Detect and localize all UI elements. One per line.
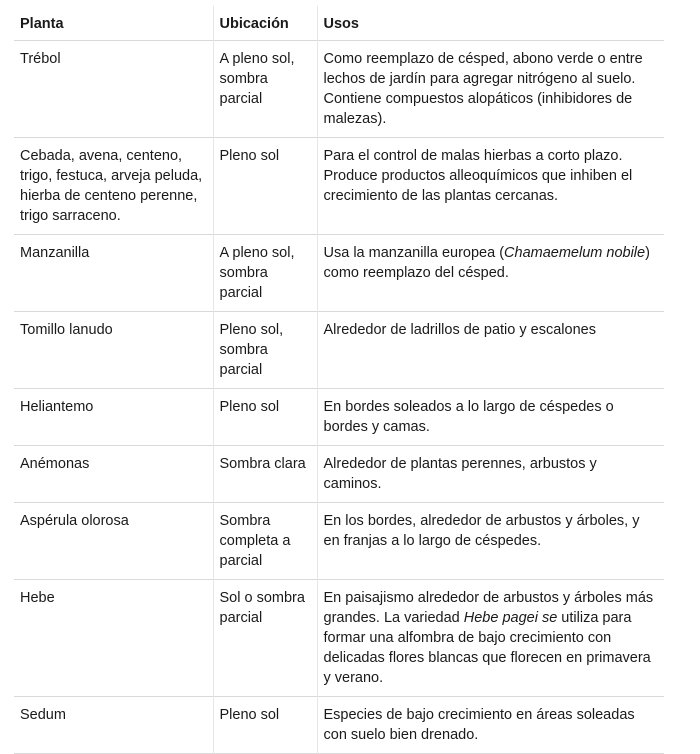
header-location: Ubicación [213,6,317,41]
table-row [14,503,664,580]
header-plant: Planta [20,16,64,32]
cell-location: A pleno sol, sombra parcial [213,235,317,312]
cell-uses: En los bordes, alrededor de arbustos y árboles, y en franjas a lo largo de céspedes. [317,503,664,580]
table-header-row [14,6,664,41]
uses-text: Usa la manzanilla europea ( [323,245,505,261]
cell-plant: Cebada, avena, centeno, trigo, festuca, arveja peluda, hierba de centeno perenne, trigo sarraceno. [20,148,203,224]
cell-plant: Sedum [20,707,66,723]
cell-location: Sol o sombra parcial [213,580,317,697]
cell-uses [317,235,664,312]
cell-location: Sombra clara [213,446,317,503]
plant-table-container [14,6,664,754]
cell-plant: Aspérula olorosa [20,513,129,529]
species-name: Hebe pagei se [463,610,558,626]
table-row [14,697,664,754]
cell-location: Sombra completa a parcial [213,503,317,580]
plant-table [14,6,664,754]
cell-uses: Alrededor de ladrillos de patio y escalones [317,312,664,389]
cell-uses: Especies de bajo crecimiento en áreas soleadas con suelo bien drenado. [317,697,664,754]
cell-plant: Trébol [20,51,61,67]
header-uses: Usos [317,6,664,41]
cell-plant: Anémonas [20,456,90,472]
cell-plant: Manzanilla [20,245,90,261]
table-row [14,235,664,312]
cell-location: A pleno sol, sombra parcial [213,41,317,138]
table-row [14,580,664,697]
table-row [14,389,664,446]
cell-location: Pleno sol, sombra parcial [213,312,317,389]
cell-location: Pleno sol [213,697,317,754]
table-row [14,138,664,235]
cell-uses: En bordes soleados a lo largo de céspedes o bordes y camas. [317,389,664,446]
cell-plant: Hebe [20,590,55,606]
species-name: Chamaemelum nobile [504,245,646,261]
cell-uses [317,580,664,697]
uses-text: utiliza para formar una alfombra de bajo crecimiento con delicadas flores blancas que florecen en primavera y verano. [323,610,651,686]
cell-plant: Heliantemo [20,399,94,415]
table-row [14,446,664,503]
uses-text: En paisajismo alrededor de arbustos y árboles más grandes. La variedad [323,590,654,626]
cell-uses: Como reemplazo de césped, abono verde o entre lechos de jardín para agregar nitrógeno al suelo. Contiene compuestos alopáticos (inhibidores de malezas). [317,41,664,138]
cell-uses: Alrededor de plantas perennes, arbustos y caminos. [317,446,664,503]
cell-uses: Para el control de malas hierbas a corto plazo. Produce productos alleoquímicos que inhiben el crecimiento de las plantas cercanas. [317,138,664,235]
table-row [14,312,664,389]
uses-text: ) como reemplazo del césped. [323,245,650,281]
cell-plant: Tomillo lanudo [20,322,113,338]
cell-location: Pleno sol [213,389,317,446]
table-row [14,41,664,138]
cell-location: Pleno sol [213,138,317,235]
